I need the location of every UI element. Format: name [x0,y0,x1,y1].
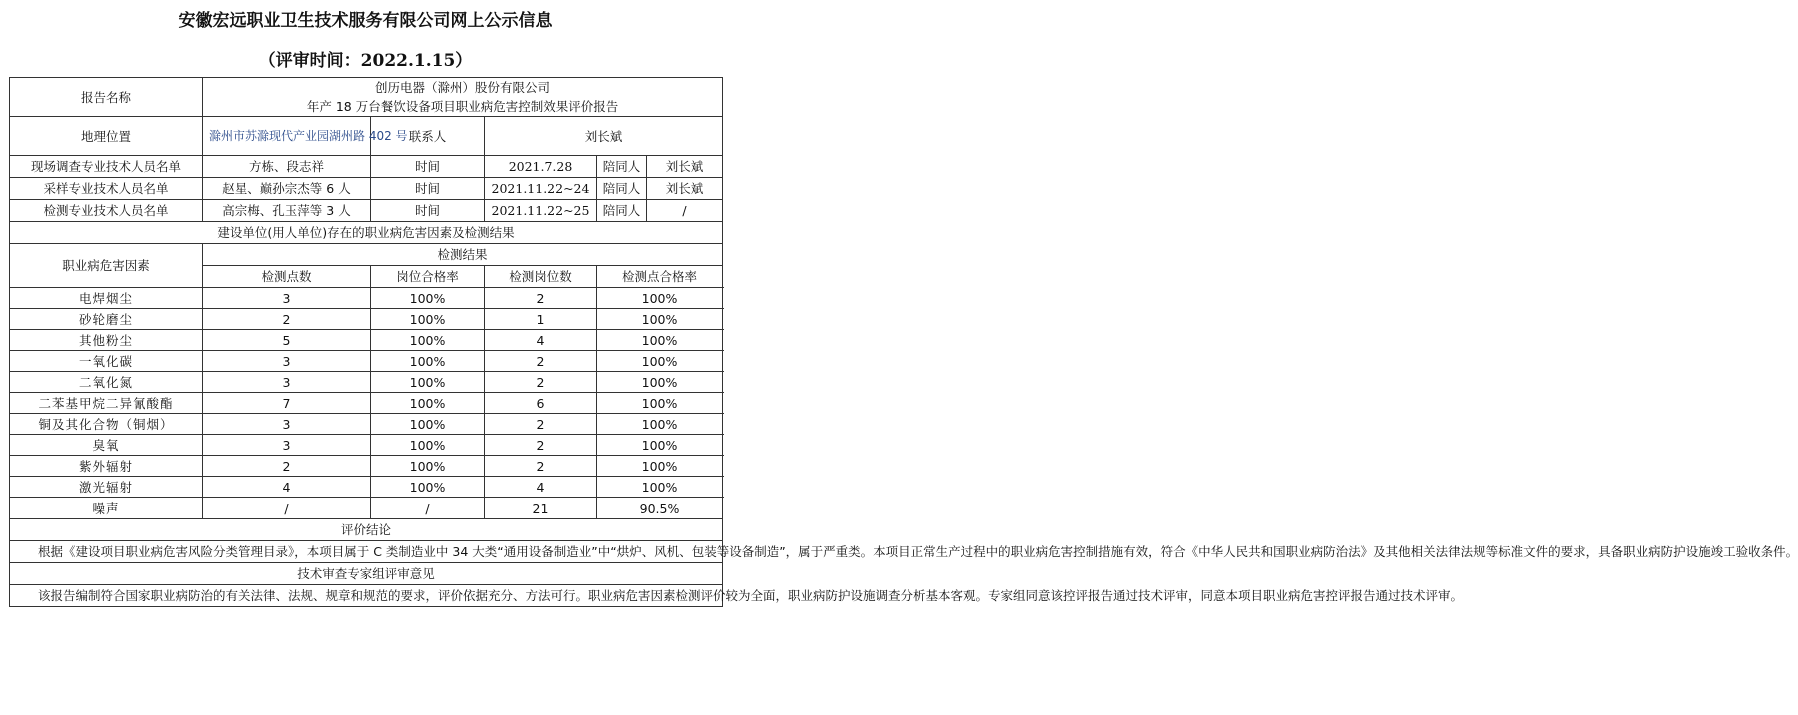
points-count: 3 [203,351,371,372]
posts-count: 2 [485,414,597,435]
time-label: 时间 [371,178,485,200]
post-pass-rate: 100% [371,330,485,351]
posts-count: 2 [485,288,597,309]
result-row [10,288,723,309]
staff-names: 赵星、巅孙宗杰等 6 人 [203,178,371,200]
time-label: 时间 [371,200,485,222]
conclusion-text [10,541,1798,563]
staff-label: 检测专业技术人员名单 [10,200,203,222]
staff-row-sampling [10,178,723,200]
factor-name: 其他粉尘 [10,330,203,351]
result-row [10,372,723,393]
report-name-label: 报告名称 [10,78,203,117]
location-label: 地理位置 [10,117,203,156]
post-pass-rate: 100% [371,351,485,372]
point-pass-rate: 100% [597,330,723,351]
factor-name: 激光辐射 [10,477,203,498]
point-pass-rate: 90.5% [597,498,723,519]
post-pass-rate: 100% [371,393,485,414]
result-row [10,393,723,414]
staff-names: 高宗梅、孔玉萍等 3 人 [203,200,371,222]
staff-row-survey [10,156,723,178]
companion-value: 刘长斌 [647,156,723,178]
report-name-row [10,78,723,117]
contact-label: 联系人 [371,117,485,156]
posts-count: 6 [485,393,597,414]
location-row [10,117,723,156]
point-pass-rate: 100% [597,414,723,435]
time-value: 2021.11.22~24 [485,178,597,200]
point-pass-rate: 100% [597,435,723,456]
companion-label: 陪同人 [597,156,647,178]
location-value: 滁州市苏滁现代产业园湖州路 402 号 [203,117,371,156]
conclusion-title-row [10,519,723,541]
points-count: 4 [203,477,371,498]
points-count: 3 [203,435,371,456]
col-posts-header: 检测岗位数 [485,266,597,288]
companion-value: / [647,200,723,222]
result-row [10,414,723,435]
report-name-value [203,78,723,117]
results-body [10,288,723,519]
companion-value: 刘长斌 [647,178,723,200]
posts-count: 2 [485,351,597,372]
points-count: 3 [203,372,371,393]
factor-name: 噪声 [10,498,203,519]
review-text-row [10,585,723,607]
result-row [10,456,723,477]
posts-count: 2 [485,435,597,456]
time-value: 2021.11.22~25 [485,200,597,222]
staff-label: 采样专业技术人员名单 [10,178,203,200]
companion-label: 陪同人 [597,200,647,222]
post-pass-rate: 100% [371,456,485,477]
point-pass-rate: 100% [597,288,723,309]
staff-label: 现场调查专业技术人员名单 [10,156,203,178]
point-pass-rate: 100% [597,309,723,330]
review-title: 技术审查专家组评审意见 [10,563,723,585]
review-body: 该报告编制符合国家职业病防治的有关法律、法规、规章和规范的要求，评价依据充分、方法可行。职业病危害因素检测评价较为全面，职业病防护设施调查分析基本客观。专家组同意该控评报告通过技术评审，同意本项目职业病危害控评报告通过技术评审。 [38,588,1464,603]
point-pass-rate: 100% [597,393,723,414]
points-count: 2 [203,309,371,330]
points-count: 3 [203,414,371,435]
conclusion-title: 评价结论 [10,519,723,541]
results-header-row-1 [10,244,723,266]
points-count: / [203,498,371,519]
page-title: 安徽宏远职业卫生技术服务有限公司网上公示信息 [178,11,553,31]
review-text [10,585,1464,607]
factor-header: 职业病危害因素 [10,244,203,288]
companion-label: 陪同人 [597,178,647,200]
points-count: 2 [203,456,371,477]
conclusion-body: 根据《建设项目职业病危害风险分类管理目录》，本项目属于 C 类制造业中 34 大类“通用设备制造业”中“烘炉、风机、包装等设备制造”，属于严重类。本项目正常生产过程中的职业病危害控制措施有效，符合《中华人民共和国职业病防治法》及其他相关法律法规等标准文件的要求，具备职业病防护设施竣工验收条件。 [38,544,1798,559]
result-row [10,498,723,519]
points-count: 5 [203,330,371,351]
col-post-rate-header: 岗位合格率 [371,266,485,288]
factor-name: 铜及其化合物（铜烟） [10,414,203,435]
posts-count: 4 [485,330,597,351]
post-pass-rate: 100% [371,414,485,435]
contact-value: 刘长斌 [485,117,723,156]
result-row [10,330,723,351]
project-name: 年产 18 万台餐饮设备项目职业病危害控制效果评价报告 [306,99,619,114]
post-pass-rate: 100% [371,288,485,309]
post-pass-rate: 100% [371,372,485,393]
company-name: 创历电器（滁州）股份有限公司 [375,80,551,95]
posts-count: 21 [485,498,597,519]
factor-name: 臭氧 [10,435,203,456]
point-pass-rate: 100% [597,351,723,372]
results-section-row [10,222,723,244]
results-section-title: 建设单位(用人单位)存在的职业病危害因素及检测结果 [10,222,723,244]
staff-row-testing [10,200,723,222]
factor-name: 砂轮磨尘 [10,309,203,330]
review-time: （评审时间：2022.1.15） [258,51,473,71]
posts-count: 2 [485,456,597,477]
posts-count: 2 [485,372,597,393]
point-pass-rate: 100% [597,456,723,477]
time-label: 时间 [371,156,485,178]
factor-name: 二氧化氮 [10,372,203,393]
points-count: 3 [203,288,371,309]
result-row [10,477,723,498]
factor-name: 二苯基甲烷二异氰酸酯 [10,393,203,414]
result-row [10,309,723,330]
point-pass-rate: 100% [597,372,723,393]
staff-names: 方栋、段志祥 [203,156,371,178]
posts-count: 1 [485,309,597,330]
posts-count: 4 [485,477,597,498]
col-point-rate-header: 检测点合格率 [597,266,723,288]
result-row [10,351,723,372]
post-pass-rate: 100% [371,435,485,456]
point-pass-rate: 100% [597,477,723,498]
post-pass-rate: 100% [371,477,485,498]
time-value: 2021.7.28 [485,156,597,178]
post-pass-rate: 100% [371,309,485,330]
result-row [10,435,723,456]
factor-name: 一氧化碳 [10,351,203,372]
factor-name: 紫外辐射 [10,456,203,477]
review-title-row [10,563,723,585]
factor-name: 电焊烟尘 [10,288,203,309]
results-header: 检测结果 [203,244,723,266]
post-pass-rate: / [371,498,485,519]
conclusion-text-row [10,541,723,563]
info-table [9,77,1798,607]
points-count: 7 [203,393,371,414]
col-points-header: 检测点数 [203,266,371,288]
